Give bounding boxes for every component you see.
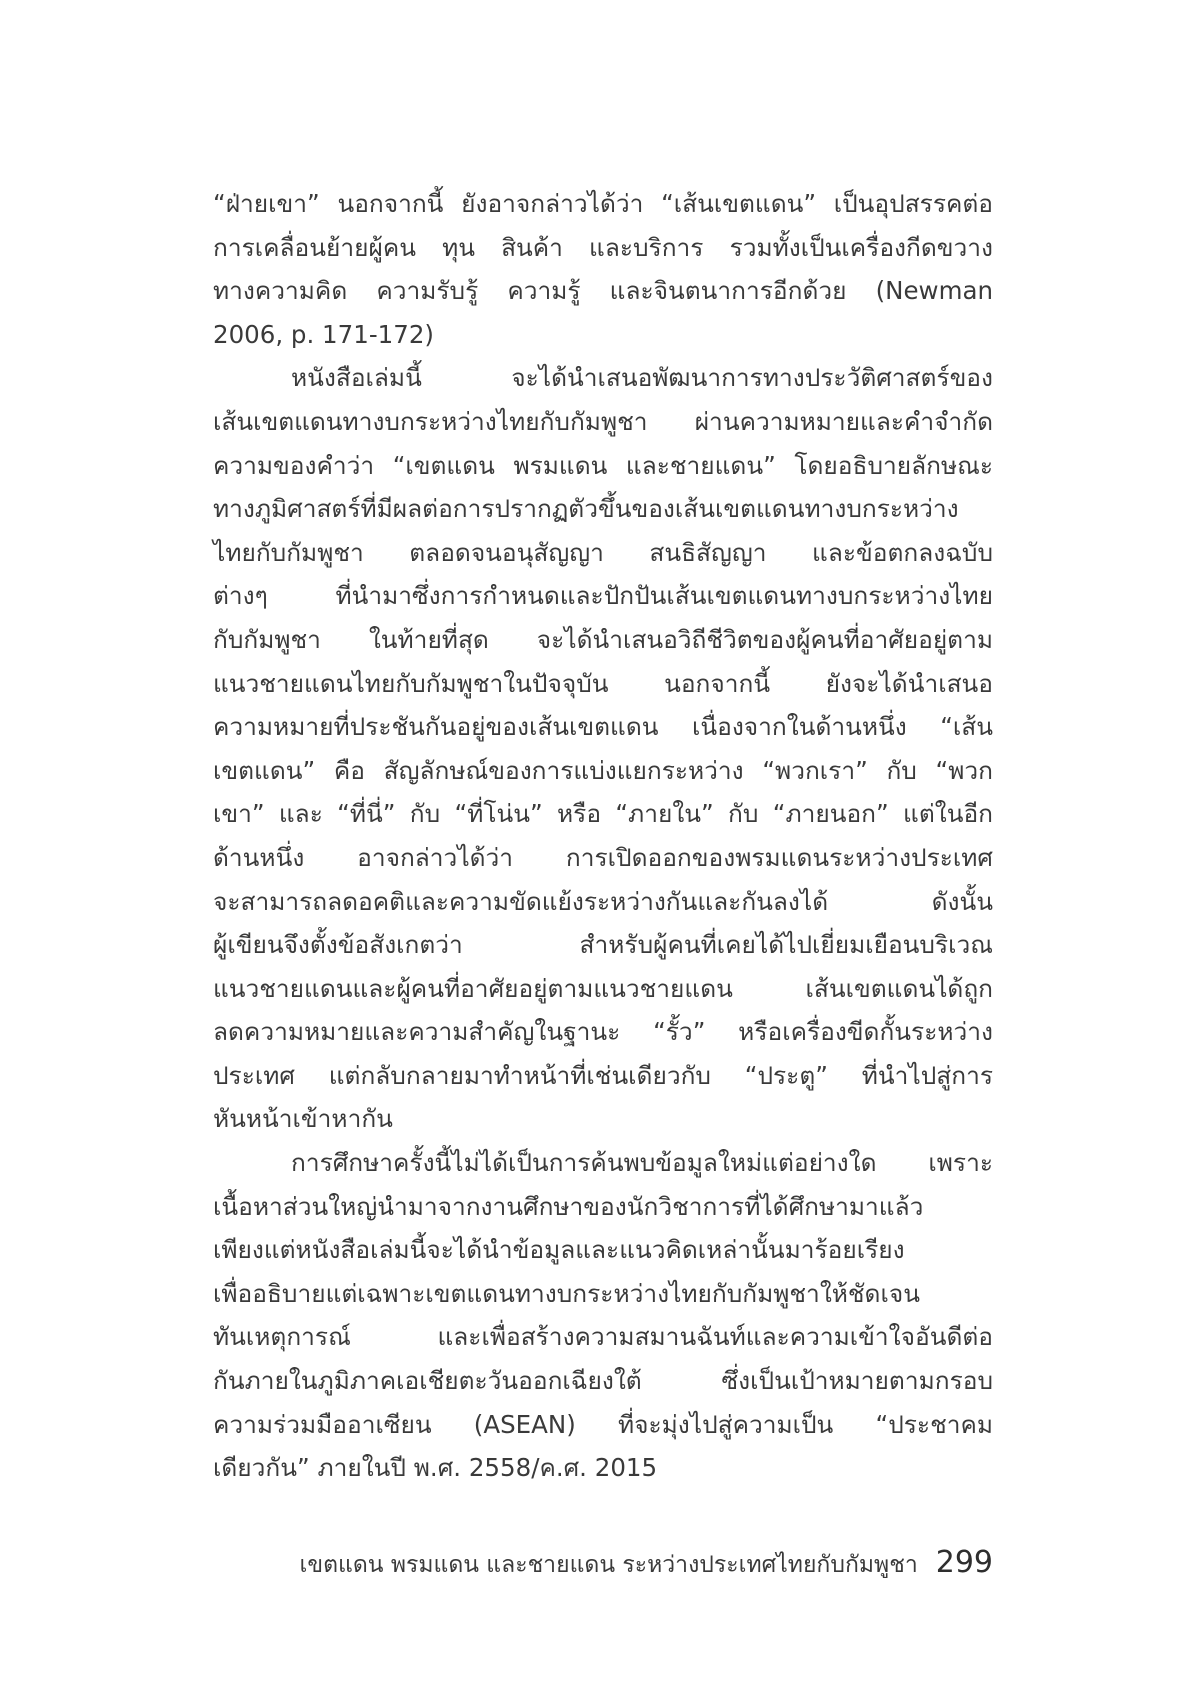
- text-line: ประเทศ แต่กลับกลายมาทำหน้าที่เช่นเดียวกับ “ประตู” ที่นำไปสู่การ: [213, 1060, 993, 1090]
- text-line: ความร่วมมืออาเซียน (ASEAN) ที่จะมุ่งไปสู่ความเป็น “ประชาคม: [213, 1409, 993, 1439]
- text-line: ทันเหตุการณ์ และเพื่อสร้างความสมานฉันท์และความเข้าใจอันดีต่อ: [213, 1322, 993, 1352]
- text-line: ความของคำว่า “เขตแดน พรมแดน และชายแดน” โดยอธิบายลักษณะ: [213, 450, 993, 480]
- text-line: กันภายในภูมิภาคเอเชียตะวันออกเฉียงใต้ ซึ่งเป็นเป้าหมายตามกรอบ: [213, 1366, 993, 1396]
- page-number: 299: [935, 1545, 993, 1580]
- text-line: เนื้อหาส่วนใหญ่นำมาจากงานศึกษาของนักวิชาการที่ได้ศึกษามาแล้ว: [213, 1191, 924, 1221]
- page-footer: [213, 1545, 993, 1585]
- paragraph-start-line: หนังสือเล่มนี้ จะได้นำเสนอพัฒนาการทางประวัติศาสตร์ของ: [291, 363, 993, 393]
- paragraph-start-line: การศึกษาครั้งนี้ไม่ได้เป็นการค้นพบข้อมูลใหม่แต่อย่างใด เพราะ: [291, 1148, 993, 1178]
- text-line: ความหมายที่ประชันกันอยู่ของเส้นเขตแดน เนื่องจากในด้านหนึ่ง “เส้น: [213, 712, 993, 742]
- text-line: หันหน้าเข้าหากัน: [213, 1104, 393, 1134]
- text-line: แนวชายแดนไทยกับกัมพูชาในปัจจุบัน นอกจากนี้ ยังจะได้นำเสนอ: [213, 668, 993, 698]
- text-line: การเคลื่อนย้ายผู้คน ทุน สินค้า และบริการ รวมทั้งเป็นเครื่องกีดขวาง: [213, 232, 993, 262]
- text-line: ไทยกับกัมพูชา ตลอดจนอนุสัญญา สนธิสัญญา และข้อตกลงฉบับ: [213, 537, 993, 567]
- text-line: ทางภูมิศาสตร์ที่มีผลต่อการปรากฏตัวขึ้นของเส้นเขตแดนทางบกระหว่าง: [213, 494, 959, 524]
- text-line: “ฝ่ายเขา” นอกจากนี้ ยังอาจกล่าวได้ว่า “เส้นเขตแดน” เป็นอุปสรรคต่อ: [213, 189, 993, 218]
- text-line: ด้านหนึ่ง อาจกล่าวได้ว่า การเปิดออกของพรมแดนระหว่างประเทศ: [213, 842, 993, 872]
- text-line: ต่างๆ ที่นำมาซึ่งการกำหนดและปักปันเส้นเขตแดนทางบกระหว่างไทย: [213, 581, 993, 611]
- text-line: เดียวกัน” ภายในปี พ.ศ. 2558/ค.ศ. 2015: [213, 1453, 658, 1483]
- text-line: แนวชายแดนและผู้คนที่อาศัยอยู่ตามแนวชายแดน เส้นเขตแดนได้ถูก: [213, 973, 993, 1003]
- text-line: 2006, p. 171-172): [213, 319, 434, 349]
- text-line: เขตแดน” คือ สัญลักษณ์ของการแบ่งแยกระหว่าง “พวกเรา” กับ “พวก: [213, 755, 993, 785]
- text-line: กับกัมพูชา ในท้ายที่สุด จะได้นำเสนอวิถีชีวิตของผู้คนที่อาศัยอยู่ตาม: [213, 624, 993, 654]
- text-line: ผู้เขียนจึงตั้งข้อสังเกตว่า สำหรับผู้คนที่เคยได้ไปเยี่ยมเยือนบริเวณ: [213, 930, 993, 960]
- running-title: เขตแดน พรมแดน และชายแดน ระหว่างประเทศไทยกับกัมพูชา: [299, 1552, 918, 1578]
- text-line: ทางความคิด ความรับรู้ ความรู้ และจินตนาการอีกด้วย (Newman: [213, 276, 993, 306]
- text-line: เพื่ออธิบายแต่เฉพาะเขตแดนทางบกระหว่างไทยกับกัมพูชาให้ชัดเจน: [213, 1278, 920, 1308]
- text-line: เพียงแต่หนังสือเล่มนี้จะได้นำข้อมูลและแนวคิดเหล่านั้นมาร้อยเรียง: [213, 1235, 905, 1265]
- text-line: เขา” และ “ที่นี่” กับ “ที่โน่น” หรือ “ภายใน” กับ “ภายนอก” แต่ในอีก: [213, 799, 993, 829]
- text-line: ลดความหมายและความสำคัญในฐานะ “รั้ว” หรือเครื่องขีดกั้นระหว่าง: [213, 1017, 993, 1047]
- text-line: เส้นเขตแดนทางบกระหว่างไทยกับกัมพูชา ผ่านความหมายและคำจำกัด: [213, 406, 993, 436]
- text-line: จะสามารถลดอคติและความขัดแย้งระหว่างกันและกันลงได้ ดังนั้น: [213, 886, 993, 916]
- body-text: [213, 182, 993, 1490]
